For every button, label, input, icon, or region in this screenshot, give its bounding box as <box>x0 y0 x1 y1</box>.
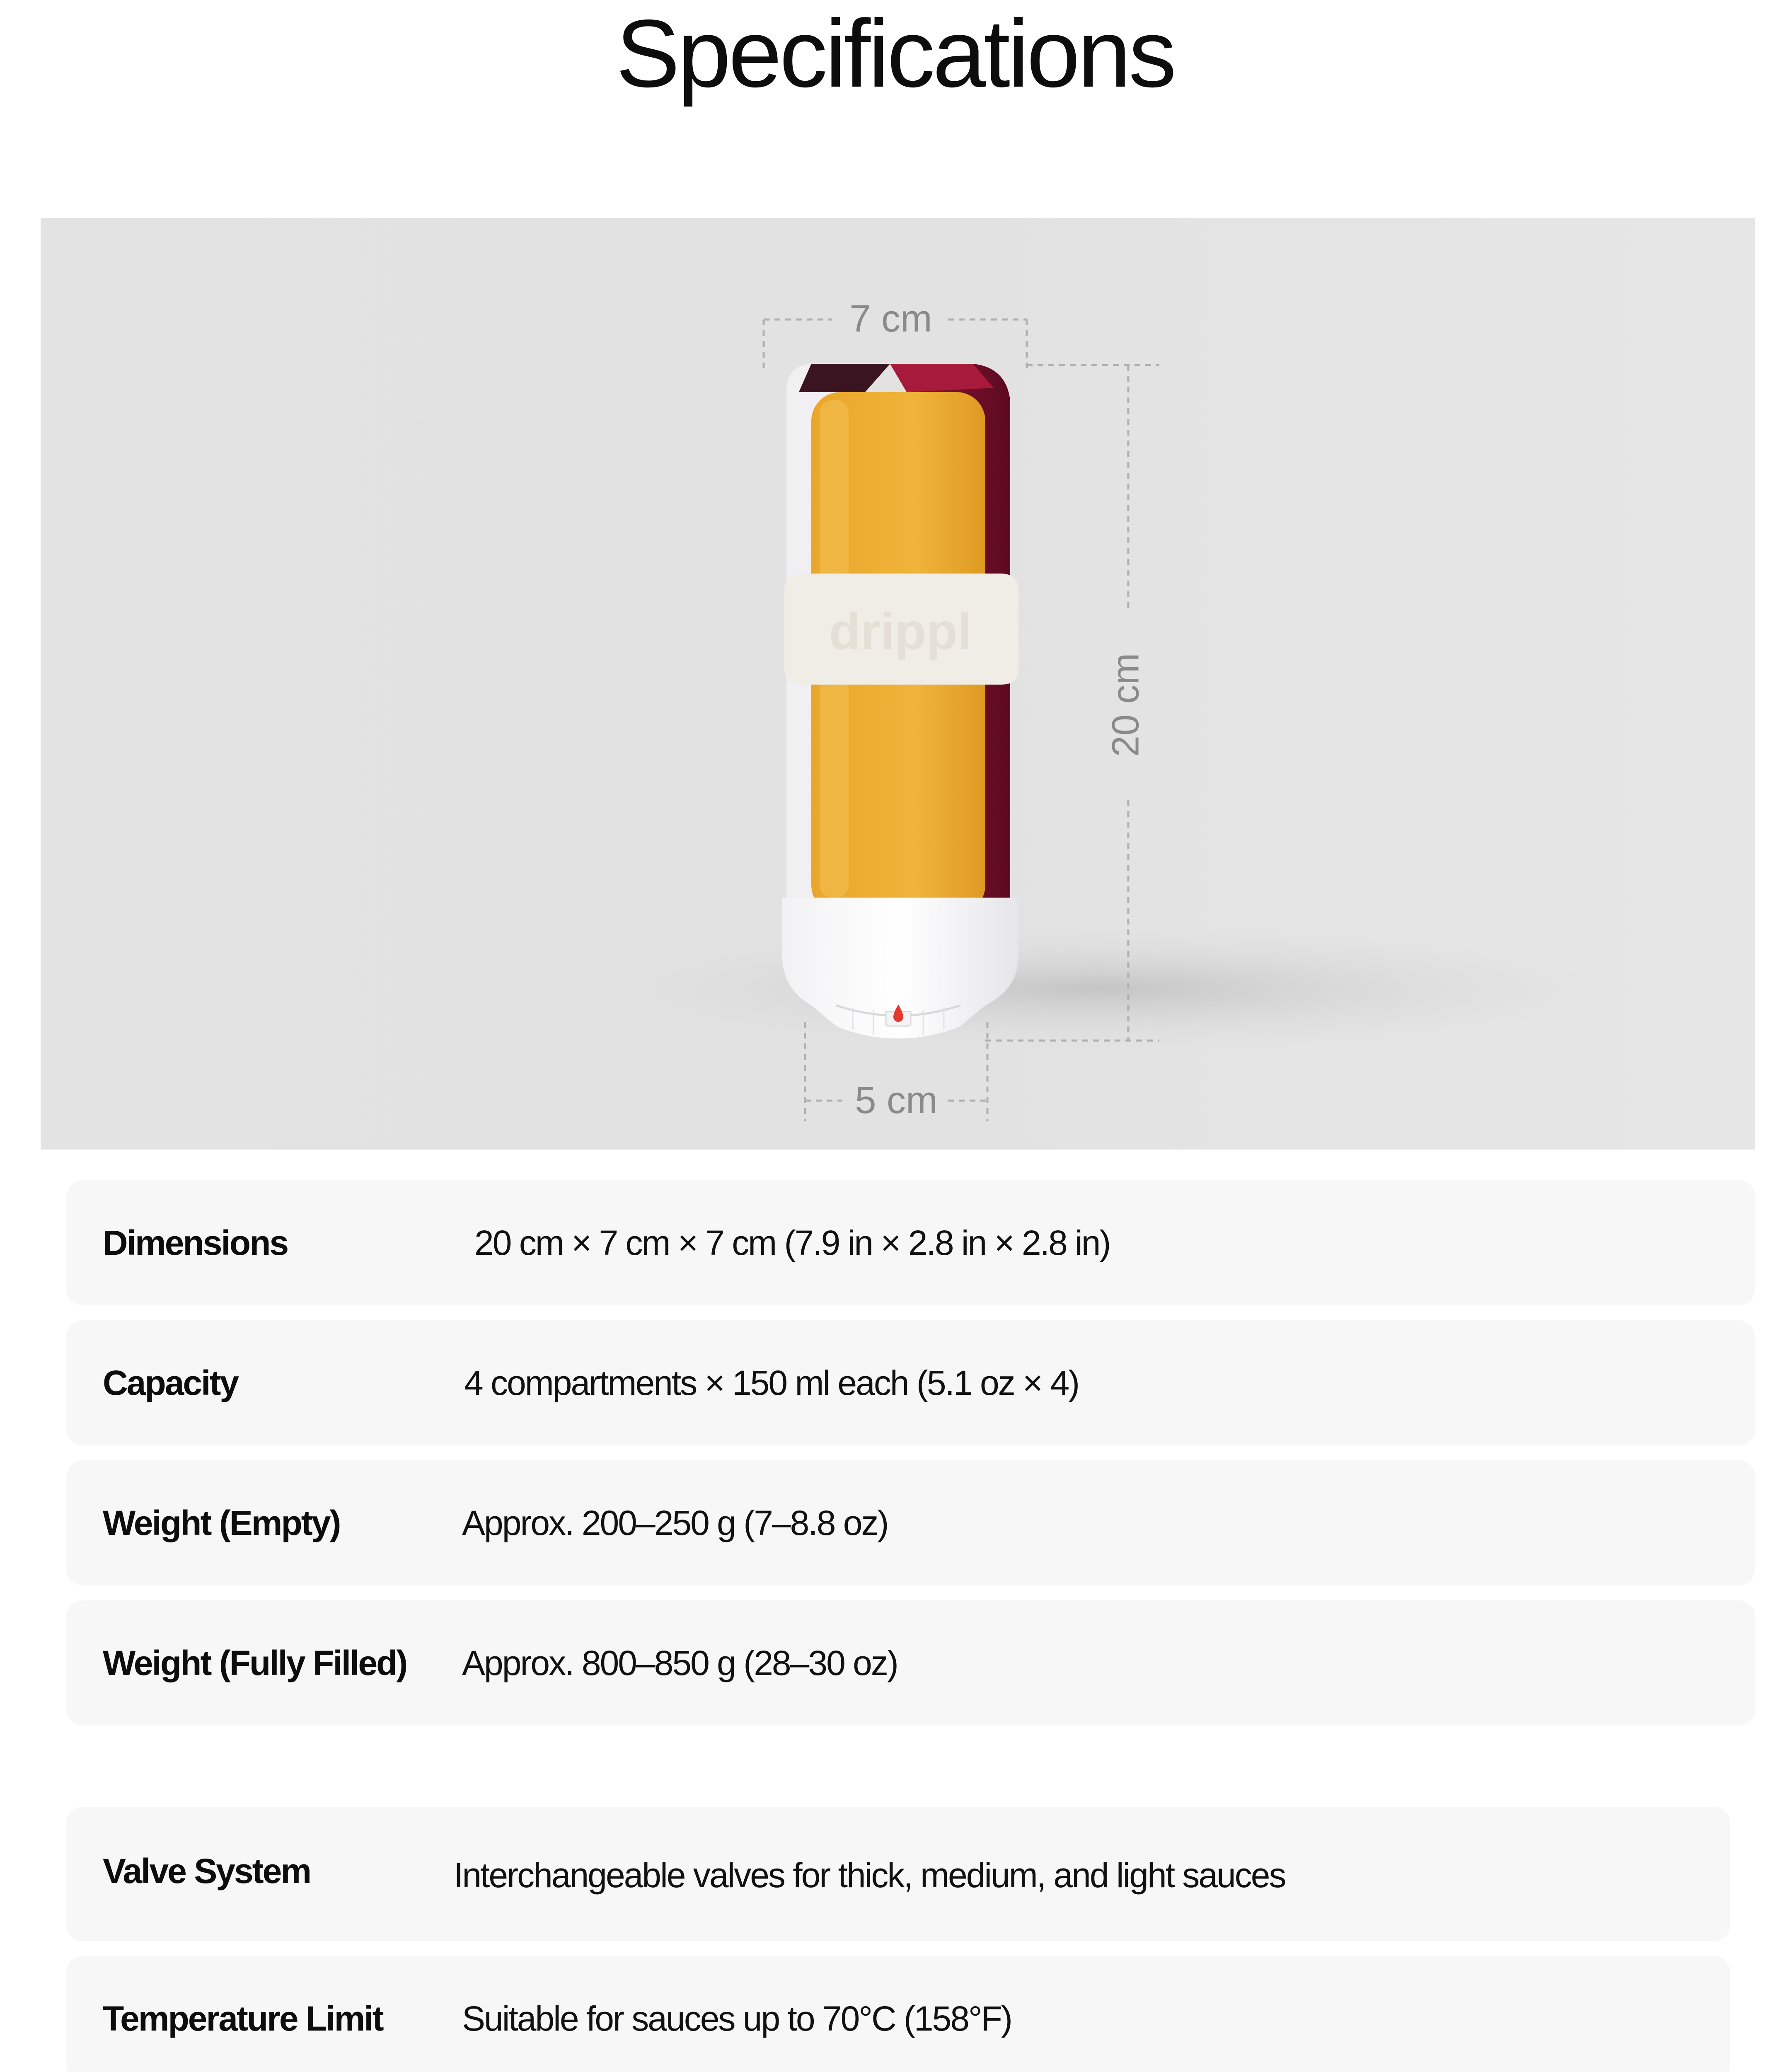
height-label: 20 cm <box>1104 653 1147 757</box>
page-title: Specifications <box>616 0 1174 107</box>
spec-value: Interchangeable valves for thick, medium, and light sauces <box>454 1856 1285 1895</box>
spec-value: Approx. 200–250 g (7–8.8 oz) <box>462 1503 888 1542</box>
spec-row-temperature-limit <box>66 1956 1730 2072</box>
bottle <box>782 364 1018 1038</box>
width-bottom-label: 5 cm <box>855 1079 938 1121</box>
width-top-label: 7 cm <box>849 298 932 340</box>
product-image <box>41 218 1755 1150</box>
spec-row-dimensions <box>66 1180 1755 1305</box>
spec-label: Capacity <box>103 1363 238 1402</box>
floor-shadow <box>559 927 1636 1051</box>
spec-row-valve-system <box>66 1807 1730 1941</box>
spec-label: Valve System <box>103 1852 311 1890</box>
spec-row-weight-empty <box>66 1460 1755 1585</box>
spec-value: Suitable for sauces up to 70°C (158°F) <box>462 1999 1011 2038</box>
spec-label: Dimensions <box>103 1223 288 1262</box>
spec-label: Temperature Limit <box>103 1999 383 2038</box>
spec-group-physical <box>66 1180 1755 1726</box>
spec-group-features <box>66 1807 1730 2072</box>
brand-logo: drippl <box>829 603 972 660</box>
spec-label: Weight (Fully Filled) <box>103 1644 407 1682</box>
spec-row-capacity <box>66 1320 1755 1445</box>
spec-value: Approx. 800–850 g (28–30 oz) <box>462 1644 897 1682</box>
spec-value: 4 compartments × 150 ml each (5.1 oz × 4) <box>464 1363 1079 1402</box>
spec-label: Weight (Empty) <box>103 1503 340 1542</box>
spec-row-weight-filled <box>66 1600 1755 1726</box>
spec-value: 20 cm × 7 cm × 7 cm (7.9 in × 2.8 in × 2.8 in) <box>474 1223 1110 1262</box>
product-illustration <box>41 218 1755 1150</box>
